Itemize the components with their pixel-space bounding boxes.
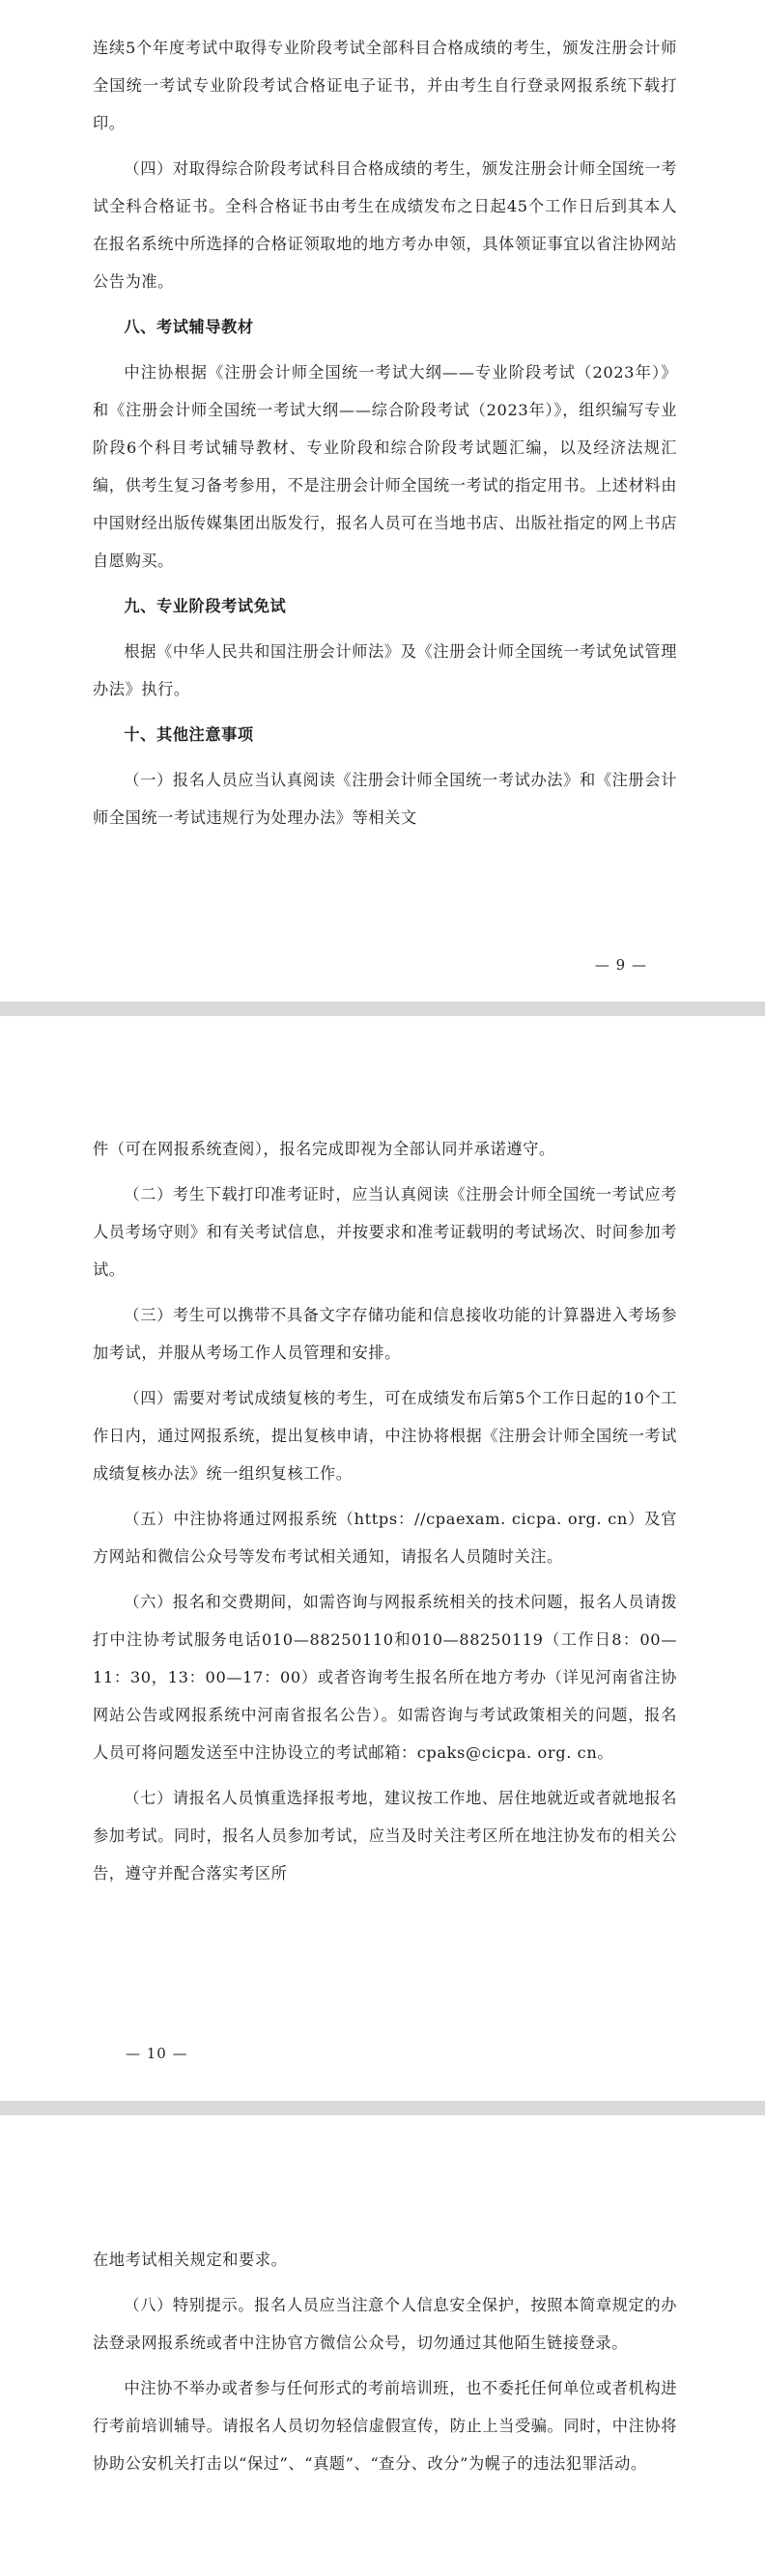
paragraph-item-2-admission-ticket: （二）考生下载打印准考证时，应当认真阅读《注册会计师全国统一考试应考人员考场守则》和有关考试信息，并按要求和准考证载明的考试场次、时间参加考试。 bbox=[93, 1185, 677, 1279]
paragraph-item-6-consultation: （六）报名和交费期间，如需咨询与网报系统相关的技术问题，报名人员请拨打中注协考试服务电话010—88250110和010—88250119（工作日8：00—11：30，13：00—17：00）或者咨询考生报名所在地方考办（详见河南省注协网站公告或网报系统中河南省报名公告）。如需咨询与考试政策相关的问题，报名人员可将问题发送至中注协设立的考试邮箱：cpaks@cicpa. org. cn。 bbox=[93, 1593, 677, 1762]
page-content bbox=[93, 29, 677, 844]
document-page-11 bbox=[0, 2115, 765, 2576]
document-page-9 bbox=[0, 0, 765, 1002]
paragraph-item-7-exam-location: （七）请报名人员慎重选择报考地，建议按工作地、居住地就近或者就地报名参加考试。同时，报名人员参加考试，应当及时关注考区所在地注协发布的相关公告，遵守并配合落实考区所 bbox=[93, 1789, 677, 1882]
paragraph-item-1-read-rules: （一）报名人员应当认真阅读《注册会计师全国统一考试办法》和《注册会计师全国统一考试违规行为处理办法》等相关文 bbox=[93, 771, 677, 827]
section-heading-9: 九、专业阶段考试免试 bbox=[124, 597, 287, 615]
paragraph-item-4-score-review: （四）需要对考试成绩复核的考生，可在成绩发布后第5个工作日起的10个工作日内，通过网报系统，提出复核申请，中注协将根据《注册会计师全国统一考试成绩复核办法》统一组织复核工作。 bbox=[93, 1389, 677, 1483]
page-number: — 9 — bbox=[594, 956, 647, 974]
paragraph-exemption: 根据《中华人民共和国注册会计师法》及《注册会计师全国统一考试免试管理办法》执行。 bbox=[93, 642, 677, 698]
paragraph-tutoring-materials: 中注协根据《注册会计师全国统一考试大纲——专业阶段考试（2023年）》和《注册会计师全国统一考试大纲——综合阶段考试（2023年）》，组织编写专业阶段6个科目考试辅导教材、专业阶段和综合阶段考试题汇编，以及经济法规汇编，供考生复习备考参用，不是注册会计师全国统一考试的指定用书。上述材料由中国财经出版传媒集团出版发行，报名人员可在当地书店、出版社指定的网上书店自愿购买。 bbox=[93, 363, 677, 570]
paragraph-rules-continued: 件（可在网报系统查阅），报名完成即视为全部认同并承诺遵守。 bbox=[93, 1140, 555, 1158]
paragraph-no-training-warning: 中注协不举办或者参与任何形式的考前培训班，也不委托任何单位或者机构进行考前培训辅导。请报名人员切勿轻信虚假宣传，防止上当受骗。同时，中注协将协助公安机关打击以“保过”、“真题”、“查分、改分”为幌子的违法犯罪活动。 bbox=[93, 2379, 677, 2473]
section-heading-10: 十、其他注意事项 bbox=[124, 725, 254, 744]
section-heading-8: 八、考试辅导教材 bbox=[124, 318, 254, 336]
paragraph-item-4-full-certificate: （四）对取得综合阶段考试科目合格成绩的考生，颁发注册会计师全国统一考试全科合格证书。全科合格证书由考生在成绩发布之日起45个工作日后到其本人在报名系统中所选择的合格证领取地的地方考办申领，具体领证事宜以省注协网站公告为准。 bbox=[93, 159, 677, 291]
page-content bbox=[93, 2241, 677, 2490]
paragraph-item-8-special-notice: （八）特别提示。报名人员应当注意个人信息安全保护，按照本简章规定的办法登录网报系统或者中注协官方微信公众号，切勿通过其他陌生链接登录。 bbox=[93, 2296, 677, 2352]
document-page-10 bbox=[0, 1016, 765, 2101]
page-content bbox=[93, 1130, 677, 1900]
paragraph-item-3-calculator: （三）考生可以携带不具备文字存储功能和信息接收功能的计算器进入考场参加考试，并服从考场工作人员管理和安排。 bbox=[93, 1306, 677, 1362]
paragraph-certificate-continued: 连续5个年度考试中取得专业阶段考试全部科目合格成绩的考生，颁发注册会计师全国统一考试专业阶段考试合格证电子证书，并由考生自行登录网报系统下载打印。 bbox=[93, 39, 677, 132]
paragraph-location-continued: 在地考试相关规定和要求。 bbox=[93, 2250, 288, 2269]
page-number: — 10 — bbox=[126, 2045, 188, 2062]
paragraph-item-5-notices: （五）中注协将通过网报系统（https：//cpaexam. cicpa. org. cn）及官方网站和微信公众号等发布考试相关通知，请报名人员随时关注。 bbox=[93, 1510, 677, 1566]
